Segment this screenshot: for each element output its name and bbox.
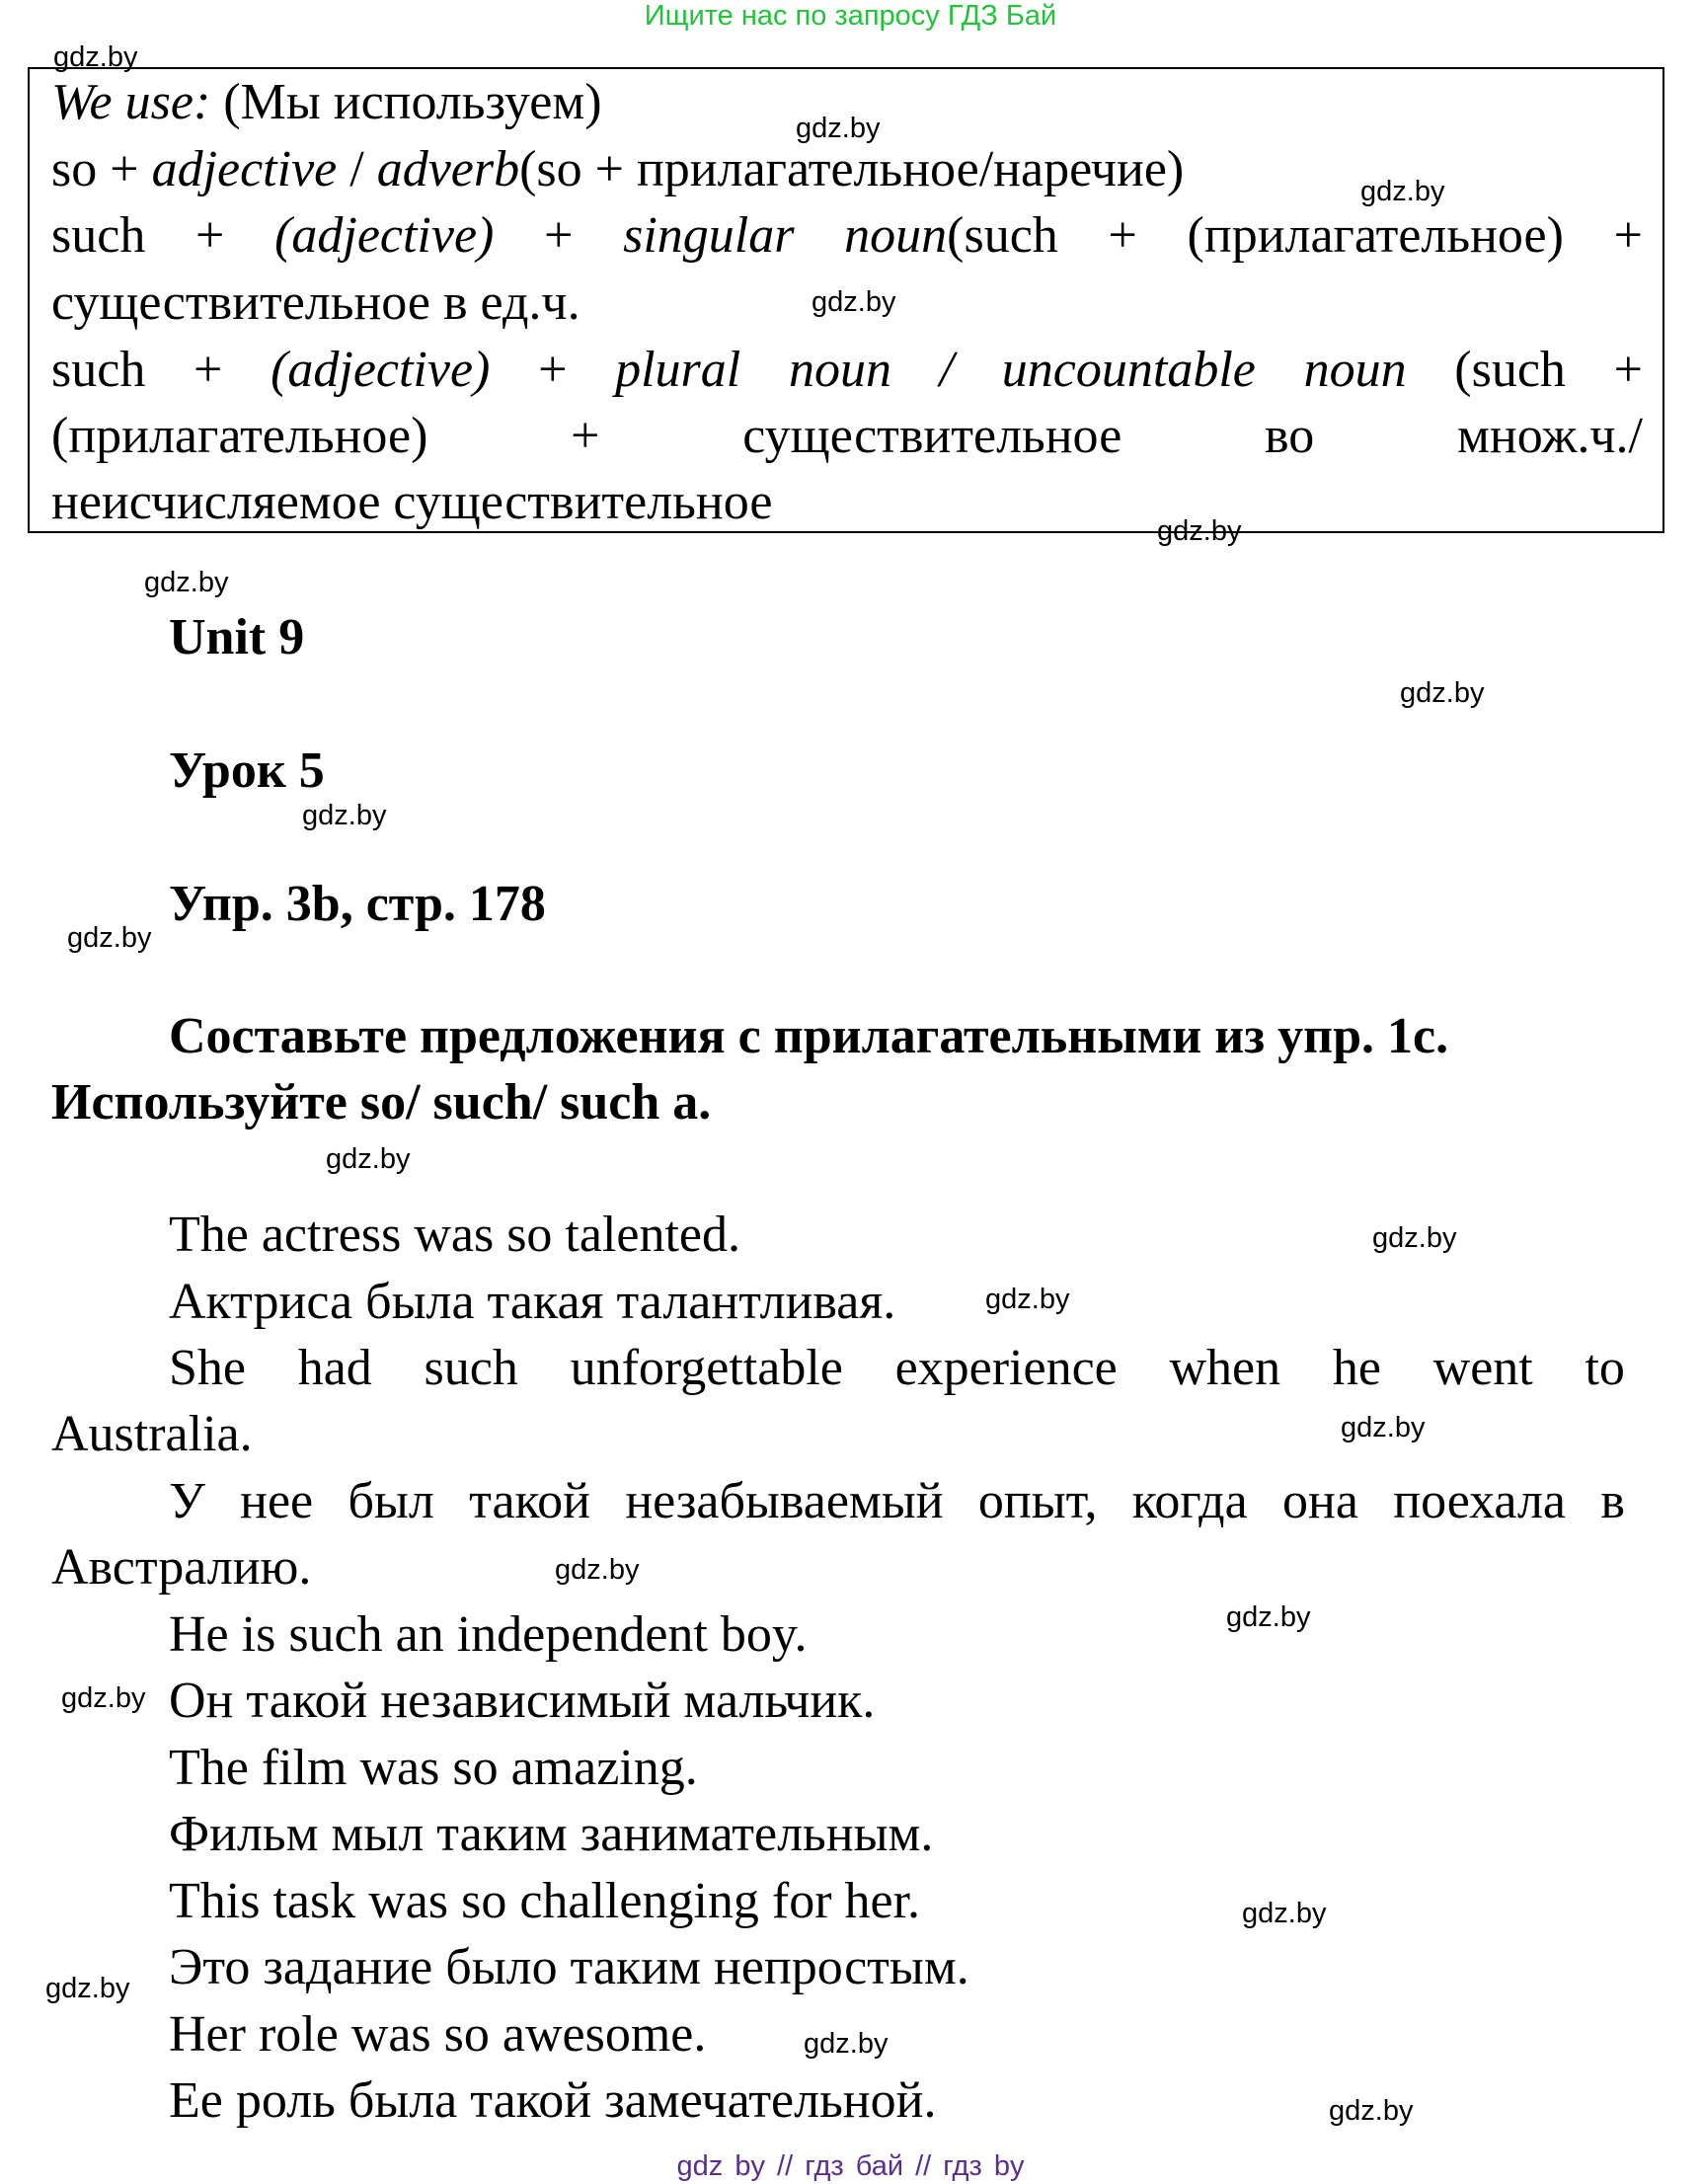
- word: незабываемый: [625, 1473, 944, 1529]
- rule-slash: /: [337, 141, 377, 197]
- word: She: [169, 1340, 246, 1396]
- word: /: [939, 342, 955, 398]
- watermark: gdz.by: [1341, 1412, 1426, 1443]
- lesson-title: Урок 5: [169, 742, 325, 799]
- answer-4-ru: Фильм мыл таким занимательным.: [169, 1806, 934, 1862]
- answer-2-ru: [169, 1473, 1625, 1529]
- watermark: gdz.by: [812, 286, 896, 318]
- word: (прилагательное): [51, 408, 428, 464]
- word: he: [1332, 1340, 1381, 1396]
- watermark: gdz.by: [1329, 2095, 1414, 2127]
- answer-6-ru: Ее роль была такой замечательной.: [169, 2072, 937, 2129]
- word: +: [193, 342, 223, 398]
- exercise-title: Упр. 3b, стр. 178: [169, 876, 546, 932]
- task-line-2: Используйте so/ such/ such a.: [51, 1074, 712, 1131]
- answer-5-en: This task was so challenging for her.: [169, 1873, 921, 1929]
- rule-we-use-translation: (Мы используем): [210, 74, 602, 130]
- watermark: gdz.by: [985, 1284, 1070, 1315]
- watermark: gdz.by: [67, 922, 152, 954]
- word: unforgettable: [570, 1340, 843, 1396]
- answer-6-en: Her role was so awesome.: [169, 2006, 707, 2063]
- answer-5-ru: Это задание было таким непростым.: [169, 1939, 969, 1995]
- rule-line-1: [51, 74, 602, 130]
- unit-title: Unit 9: [169, 609, 305, 665]
- rule-so: so +: [51, 141, 152, 197]
- answer-3-ru: Он такой независимый мальчик.: [169, 1673, 876, 1729]
- word: went: [1432, 1340, 1533, 1396]
- rule-line-6: [51, 408, 1643, 464]
- answer-1-en: The actress was so talented.: [169, 1207, 741, 1263]
- word: +: [1613, 207, 1643, 264]
- word: uncountable: [1001, 342, 1256, 398]
- watermark: gdz.by: [1226, 1601, 1311, 1633]
- rule-adjective: adjective: [151, 141, 338, 197]
- watermark: gdz.by: [53, 41, 138, 73]
- word: +: [1108, 207, 1137, 264]
- word: опыт,: [977, 1473, 1098, 1529]
- word: когда: [1131, 1473, 1248, 1529]
- word: such: [51, 207, 146, 264]
- watermark: gdz.by: [326, 1143, 411, 1175]
- answer-1-ru: Актриса была такая талантливая.: [169, 1274, 896, 1330]
- watermark: gdz.by: [1157, 515, 1242, 547]
- word: такой: [469, 1473, 590, 1529]
- word: поехала: [1393, 1473, 1566, 1529]
- watermark: gdz.by: [1372, 1222, 1457, 1254]
- word: to: [1585, 1340, 1625, 1396]
- rule-so-translation: (so + прилагательное/наречие): [519, 141, 1185, 197]
- word: (such: [1454, 342, 1566, 398]
- answer-2-en-end: Australia.: [51, 1406, 253, 1462]
- word: она: [1282, 1473, 1358, 1529]
- word: (прилагательное): [1187, 207, 1564, 264]
- word: +: [195, 207, 225, 264]
- rule-adverb: adverb: [376, 141, 520, 197]
- watermark: gdz.by: [555, 1554, 640, 1586]
- word: had: [297, 1340, 372, 1396]
- word: such: [51, 342, 146, 398]
- word: such: [424, 1340, 518, 1396]
- rule-line-7: неисчисляемое существительное: [51, 474, 773, 530]
- word: во: [1265, 408, 1315, 464]
- answer-3-en: He is such an independent boy.: [169, 1606, 808, 1663]
- word: singular: [623, 207, 795, 264]
- word: experience: [894, 1340, 1118, 1396]
- rule-we-use: We use:: [51, 74, 211, 130]
- word: (adjective): [271, 342, 491, 398]
- watermark: gdz.by: [144, 567, 229, 598]
- word: существительное: [742, 408, 1122, 464]
- task-line-1: Составьте предложения с прилагательными из упр. 1с.: [169, 1008, 1449, 1064]
- word: в: [1600, 1473, 1625, 1529]
- word: noun: [1303, 342, 1407, 398]
- rule-line-3: [51, 207, 1643, 264]
- word: У: [169, 1473, 205, 1529]
- rule-line-5: [51, 342, 1643, 398]
- word: +: [571, 408, 600, 464]
- word: +: [544, 207, 574, 264]
- answer-4-en: The film was so amazing.: [169, 1740, 698, 1796]
- word: noun(such: [844, 207, 1058, 264]
- word: when: [1169, 1340, 1281, 1396]
- word: +: [538, 342, 568, 398]
- word: plural: [615, 342, 741, 398]
- watermark: gdz.by: [1360, 176, 1445, 207]
- word: множ.ч./: [1457, 408, 1643, 464]
- top-banner: Ищите нас по запросу ГДЗ Бай: [644, 0, 1057, 32]
- rule-line-4: существительное в ед.ч.: [51, 274, 580, 331]
- watermark: gdz.by: [45, 1973, 130, 2004]
- rule-line-2: [51, 141, 1185, 197]
- watermark: gdz.by: [796, 113, 881, 144]
- watermark: gdz.by: [1400, 677, 1485, 709]
- word: был: [348, 1473, 434, 1529]
- answer-2-en: [169, 1340, 1625, 1396]
- word: noun: [788, 342, 891, 398]
- word: (adjective): [274, 207, 495, 264]
- answer-2-ru-end: Австралию.: [51, 1539, 312, 1596]
- bottom-banner: gdz by // гдз бай // гдз by: [676, 2150, 1025, 2182]
- watermark: gdz.by: [302, 800, 387, 831]
- watermark: gdz.by: [1242, 1898, 1327, 1929]
- word: +: [1613, 342, 1643, 398]
- word: нее: [240, 1473, 314, 1529]
- watermark: gdz.by: [804, 2028, 889, 2060]
- watermark: gdz.by: [61, 1682, 146, 1714]
